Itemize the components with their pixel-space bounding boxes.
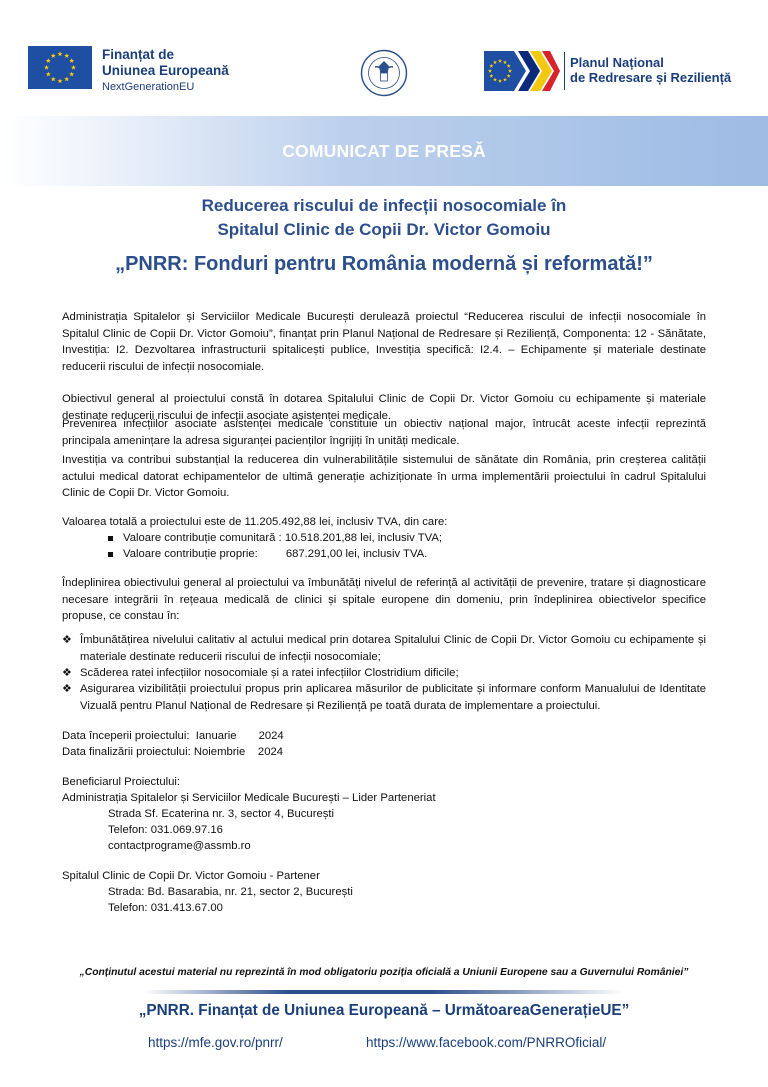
start-date-year: 2024 <box>258 730 284 742</box>
eu-logo-line2: Uniunea Europeană <box>102 62 229 78</box>
partner-name: Spitalul Clinic de Copii Dr. Victor Gomoiu - Partener <box>62 870 320 882</box>
facebook-pnrr-link[interactable]: https://www.facebook.com/PNRROficial/ <box>366 1035 607 1050</box>
start-date-line <box>62 728 284 745</box>
objective-text: Asigurarea vizibilității proiectului propus prin aplicarea măsurilor de publicitate și informare conform Manualului de Identitate Vizuală pentru Planul Național de Redresare și Reziliență pe toată durata de implementare a proiectului. <box>80 683 706 712</box>
romanian-government-emblem-icon <box>360 49 408 97</box>
value-item <box>108 546 427 563</box>
objective-text: Scăderea ratei infecțiilor nosocomiale și a ratei infecțiilor Clostridium dificile; <box>80 667 459 679</box>
project-title-line1: Reducerea riscului de infecții nosocomiale în <box>201 196 567 215</box>
objective-text: Îmbunătățirea nivelului calitativ al actului medical prin dotarea Spitalului Clinic de Copii Dr. Victor Gomoiu cu echipamente și materiale destinate reducerii riscului de infecții nosocomiale; <box>80 634 706 663</box>
banner-title: COMUNICAT DE PRESĂ <box>282 140 486 161</box>
start-date-month: Ianuarie <box>195 730 237 742</box>
diamond-bullet-icon: ❖ <box>62 634 72 646</box>
pnrr-logo-text <box>570 56 731 85</box>
paragraph-text: Obiectivul general al proiectului constă în dotarea Spitalului Clinic de Copii Dr. Victor Gomoiu cu echipamente și materiale destinate reducerii riscului de infecții asociate asistenței medicale. <box>62 393 706 422</box>
partner-phone: Telefon: 031.413.67.00 <box>108 902 223 914</box>
beneficiary-email: contactprograme@assmb.ro <box>108 840 251 852</box>
paragraph-text: Investiția va contribui substanțial la reducerea din vulnerabilitățile sistemului de sănătate din România, prin creșterea calității actului medical datorat echipamentelor de ultimă generație achiziționate în urma implementării proiectului în cadrul Spitalului Clinic de Copii Dr. Victor Gomoiu. <box>62 454 706 499</box>
pnrr-logo <box>484 49 731 93</box>
footer-divider <box>144 990 624 994</box>
mfe-pnrr-link[interactable]: https://mfe.gov.ro/pnrr/ <box>148 1035 283 1050</box>
square-bullet-icon <box>108 552 113 557</box>
start-date-label: Data începerii proiectului: <box>62 730 190 742</box>
prevention-paragraph <box>62 416 706 449</box>
press-release-banner <box>0 116 768 186</box>
value-item-label: Valoare contribuție comunitară : <box>123 532 282 544</box>
intro-paragraph <box>62 309 706 375</box>
pnrr-logo-divider <box>564 52 565 90</box>
square-bullet-icon <box>108 536 113 541</box>
beneficiary-phone: Telefon: 031.069.97.16 <box>108 824 223 836</box>
objective-item <box>62 632 706 665</box>
eu-funding-logo <box>28 46 229 93</box>
beneficiary-name: Administrația Spitalelor și Serviciilor Medicale București – Lider Parteneriat <box>62 792 436 804</box>
paragraph-text: Îndeplinirea obiectivului general al proiectului va îmbunătăți nivelul de referință al activității de prevenire, tratare și diagnosticare necesare integrării în rețeaua medicală de clinici și spitale europene din domeniu, prin îndeplinirea obiectivelor specifice propuse, ce constau în: <box>62 577 706 622</box>
project-title-line2: Spitalul Clinic de Copii Dr. Victor Gomoiu <box>217 220 551 239</box>
diamond-bullet-icon: ❖ <box>62 683 72 695</box>
footer-slogan: „PNRR. Finanțat de Uniunea Europeană – UrmătoareaGenerațieUE” <box>138 1002 630 1019</box>
end-date-month: Noiembrie <box>193 746 246 758</box>
objective-item <box>62 665 706 682</box>
value-item-amount: 10.518.201,88 lei, inclusiv TVA; <box>284 532 443 544</box>
pnrr-flags-icon <box>484 49 560 93</box>
value-item-amount: 687.291,00 lei, inclusiv TVA. <box>285 548 428 560</box>
footer-disclaimer: „Conținutul acestui material nu reprezintă în mod obligatoriu poziția oficială a Uniunii Europene sau a Guvernului României” <box>79 967 689 978</box>
pnrr-logo-line2: de Redresare și Reziliență <box>570 70 732 85</box>
beneficiary-address: Strada Sf. Ecaterina nr. 3, sector 4, București <box>108 808 335 820</box>
eu-logo-line3: NextGenerationEU <box>102 81 195 93</box>
value-item-label: Valoare contribuție proprie: <box>123 548 258 560</box>
paragraph-text: Administrația Spitalelor și Serviciilor Medicale București derulează proiectul “Reducerea riscului de infecții nosocomiale în Spitalul Clinic de Copii Dr. Victor Gomoiu”, finanțat prin Planul Național de Redresare și Reziliență, Componenta: 12 - Sănătate, Investiția: I2. Dezvoltarea infrastructurii spitalicești publice, Investiția specifică: I2.4. – Echipamente și materiale destinate reducerii riscului de infecții nosocomiale. <box>62 311 706 373</box>
partner-address: Strada: Bd. Basarabia, nr. 21, sector 2, București <box>108 886 353 898</box>
end-date-year: 2024 <box>257 746 284 758</box>
eu-flag-icon <box>28 46 92 89</box>
pnrr-logo-line1: Planul Național <box>570 55 664 71</box>
value-item <box>108 530 442 547</box>
end-date-label: Data finalizării proiectului: <box>62 746 191 758</box>
investment-paragraph <box>62 452 706 502</box>
diamond-bullet-icon: ❖ <box>62 667 72 679</box>
beneficiary-heading: Beneficiarul Proiectului: <box>62 776 181 788</box>
specific-objectives-intro <box>62 575 706 625</box>
project-value-intro: Valoarea totală a proiectului este de 11.205.492,88 lei, inclusiv TVA, din care: <box>62 516 448 528</box>
eu-logo-line1: Finanțat de <box>102 47 175 62</box>
eu-logo-text <box>102 46 229 93</box>
pnrr-slogan: „PNRR: Fonduri pentru România modernă și reformată!” <box>115 253 653 275</box>
end-date-line <box>62 744 283 761</box>
paragraph-text: Prevenirea infecțiilor asociate asistenței medicale constituie un obiectiv național major, întrucât aceste infecții reprezintă principala amenințare la adresa siguranței pacienților îngrijiți în unități medicale. <box>62 418 706 447</box>
objective-item <box>62 681 706 714</box>
